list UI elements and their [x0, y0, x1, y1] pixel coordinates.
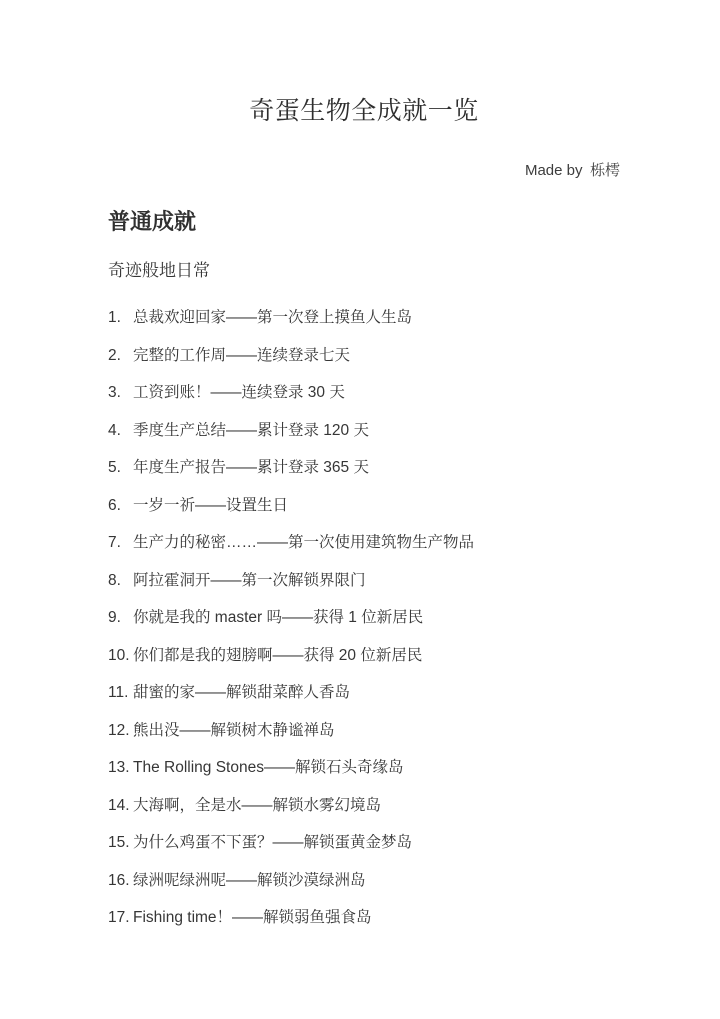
achievement-text: 为什么鸡蛋不下蛋？——解锁蛋黄金梦岛: [133, 834, 413, 851]
achievement-item: [108, 870, 620, 891]
achievement-text: 年度生产报告——累计登录 365 天: [133, 459, 369, 476]
achievement-number: 3.: [108, 384, 121, 401]
achievement-text: 工资到账！——连续登录 30 天: [133, 384, 345, 401]
achievement-text: 一岁一祈——设置生日: [133, 496, 289, 514]
achievement-item: [108, 757, 620, 778]
achievement-number: 11.: [108, 684, 129, 701]
achievement-number: 16.: [108, 871, 130, 889]
achievement-item: [108, 645, 620, 666]
achievement-text: 阿拉霍洞开——第一次解锁界限门: [133, 571, 366, 589]
achievement-item: [108, 307, 620, 328]
achievement-item: [108, 457, 620, 478]
achievement-number: 8.: [108, 571, 121, 589]
section-heading-normal-achievements: 普通成就: [108, 209, 197, 234]
achievement-text: 熊出没——解锁树木静谧禅岛: [133, 721, 335, 739]
achievement-list: [108, 307, 620, 928]
achievement-text: The Rolling Stones——解锁石头奇缘岛: [133, 759, 404, 776]
achievement-number: 1.: [108, 309, 121, 326]
achievement-text: 生产力的秘密……——第一次使用建筑物生产物品: [133, 534, 475, 551]
achievement-item: [108, 720, 620, 741]
achievement-item: [108, 345, 620, 366]
achievement-text: Fishing time！——解锁弱鱼强食岛: [133, 909, 372, 926]
achievement-item: [108, 495, 620, 516]
achievement-text: 你们都是我的翅膀啊——获得 20 位新居民: [133, 646, 423, 664]
byline: Made by 栎樗: [524, 162, 620, 179]
achievement-text: 甜蜜的家——解锁甜菜醉人香岛: [133, 684, 351, 701]
achievement-number: 2.: [108, 346, 121, 364]
achievement-number: 14.: [108, 796, 130, 814]
achievement-item: [108, 832, 620, 853]
achievement-item: [108, 607, 620, 628]
achievement-number: 15.: [108, 834, 130, 851]
achievement-number: 12.: [108, 721, 130, 739]
achievement-number: 9.: [108, 609, 121, 626]
achievement-number: 4.: [108, 421, 121, 439]
achievement-item: [108, 570, 620, 591]
subsection-heading-daily: 奇迹般地日常: [108, 261, 210, 280]
achievement-item: [108, 420, 620, 441]
achievement-text: 绿洲呢绿洲呢——解锁沙漠绿洲岛: [133, 871, 366, 889]
achievement-item: [108, 682, 620, 703]
achievement-number: 10.: [108, 646, 130, 664]
achievement-number: 6.: [108, 496, 121, 514]
achievement-number: 17.: [108, 909, 130, 926]
achievement-number: 7.: [108, 534, 121, 551]
achievement-number: 13.: [108, 759, 130, 776]
achievement-number: 5.: [108, 459, 121, 476]
achievement-item: [108, 907, 620, 928]
achievement-text: 你就是我的 master 吗——获得 1 位新居民: [133, 609, 424, 626]
achievement-item: [108, 795, 620, 816]
achievement-item: [108, 532, 620, 553]
achievement-text: 大海啊，全是水——解锁水雾幻境岛: [133, 796, 382, 814]
document-title: 奇蛋生物全成就一览: [249, 97, 479, 125]
achievement-text: 季度生产总结——累计登录 120 天: [133, 421, 369, 439]
achievement-text: 完整的工作周——连续登录七天: [133, 346, 351, 364]
achievement-item: [108, 382, 620, 403]
achievement-text: 总裁欢迎回家——第一次登上摸鱼人生岛: [133, 309, 413, 326]
